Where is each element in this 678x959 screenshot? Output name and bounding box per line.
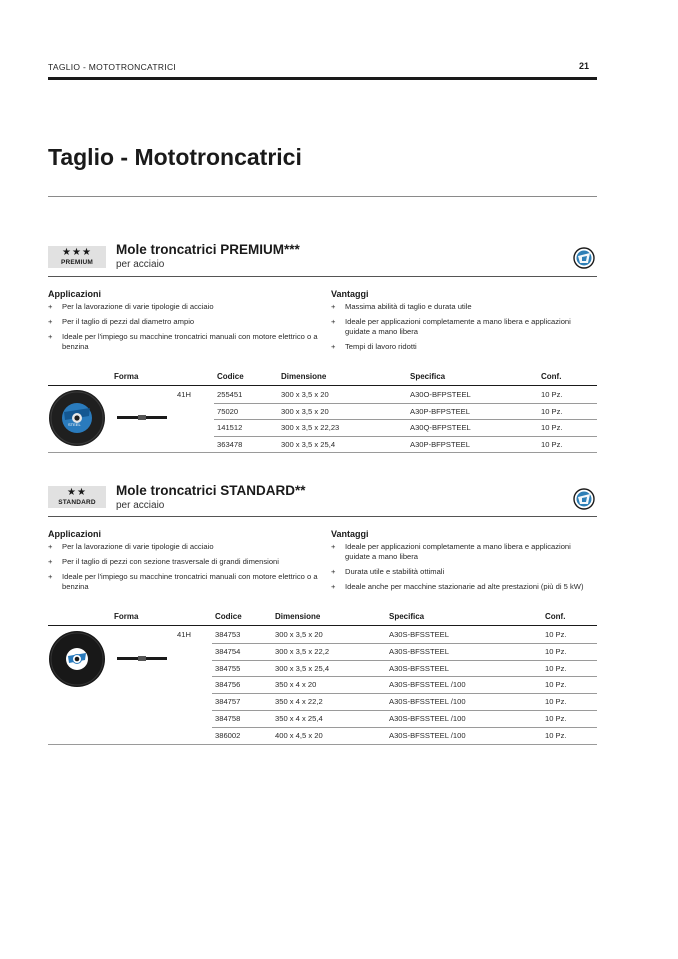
cell-codice: 384758 [215,714,241,723]
cell-conf: 10 Pz. [545,663,567,673]
vantaggi-list [331,542,597,597]
table-row-divider [212,676,597,677]
cell-specifica: A30S-BFSSTEEL /100 [389,730,466,740]
section-title: Mole troncatrici STANDARD** [116,483,306,498]
list-item: + Ideale anche per macchine stazionarie ad alte prestazioni (più di 5 kW) [331,582,584,591]
section-rule [48,516,597,517]
vantaggi-list [331,302,593,357]
cell-specifica: A30P-BFPSTEEL [410,406,470,416]
table-header-rule [48,625,597,626]
cell-dimensione: 300 x 3,5 x 20 [281,390,329,399]
col-dimensione: Dimensione [281,372,327,381]
list-item: + Durata utile e stabilità ottimali [331,567,445,576]
cell-conf: 10 Pz. [541,390,563,399]
cell-specifica: A30S-BFSSTEEL /100 [389,680,466,690]
shape-code: 41H [177,390,191,399]
col-forma: Forma [114,612,139,621]
cutting-disc-image [48,389,106,447]
list-item: + Per la lavorazione di varie tipologie di acciaio [48,542,214,551]
cell-conf: 10 Pz. [545,714,567,723]
cell-specifica: A30S-BFSSTEEL /100 [389,714,466,723]
table-row-divider [212,643,597,644]
section-subtitle: per acciaio [116,500,165,511]
list-item: + Per il taglio di pezzi dal diametro ampio [48,317,195,326]
vantaggi-heading: Vantaggi [331,529,369,539]
list-item: + Ideale per l'impiego su macchine troncatrici manuali con motore elettrico o a benzina [48,572,318,591]
cell-codice: 386002 [215,730,241,740]
table-row-divider [48,744,597,745]
table-row-divider [212,710,597,711]
badge-label: PREMIUM [60,259,94,266]
standard-badge [48,486,106,508]
cell-dimensione: 350 x 4 x 22,2 [275,697,323,707]
cell-codice: 384755 [215,663,241,673]
cell-specifica: A30O-BFPSTEEL [410,390,471,399]
cell-dimensione: 300 x 3,5 x 22,23 [281,423,340,432]
cell-specifica: A30Q-BFPSTEEL [410,423,471,432]
premium-badge [48,246,106,268]
cell-conf: 10 Pz. [541,423,563,432]
section-rule [48,276,597,277]
cell-codice: 384757 [215,697,241,707]
table-header-rule [48,385,597,386]
col-codice: Codice [215,612,242,621]
page-number: 21 [579,61,590,71]
badge-label: STANDARD [58,499,96,506]
cell-specifica: A30S-BFSSTEEL [389,663,449,673]
cell-conf: 10 Pz. [545,646,567,656]
cell-specifica: A30S-BFSSTEEL [389,630,449,639]
running-header: TAGLIO - MOTOTRONCATRICI [48,62,177,72]
applicazioni-list [48,542,323,597]
section-subtitle: per acciaio [116,259,165,270]
svg-text:STEEL: STEEL [68,422,81,427]
col-specifica: Specifica [410,372,446,381]
col-specifica: Specifica [389,612,425,621]
list-item: + Tempi di lavoro ridotti [331,342,417,351]
applicazioni-heading: Applicazioni [48,529,102,539]
vantaggi-heading: Vantaggi [331,289,369,299]
cell-dimensione: 300 x 3,5 x 20 [281,406,329,416]
col-forma: Forma [114,372,139,381]
cell-dimensione: 350 x 4 x 20 [275,680,317,690]
stars-icon: ★★★ [62,247,92,258]
col-conf: Conf. [545,612,566,621]
cell-specifica: A30S-BFSSTEEL [389,646,449,656]
cell-dimensione: 400 x 4,5 x 20 [275,730,323,740]
cell-conf: 10 Pz. [541,406,563,416]
cell-conf: 10 Pz. [545,730,567,740]
cell-codice: 363478 [217,439,243,449]
disc-profile-icon [117,415,167,420]
disc-profile-icon [117,656,167,661]
cell-dimensione: 300 x 3,5 x 25,4 [275,663,330,673]
applicazioni-list [48,302,323,357]
list-item: + Ideale per applicazioni completamente a mano libera e applicazioni guidate a mano libera [331,317,571,336]
cell-conf: 10 Pz. [545,697,567,707]
cell-conf: 10 Pz. [545,680,567,690]
cell-codice: 384753 [215,630,241,639]
cell-codice: 384754 [215,646,241,656]
list-item: + Per la lavorazione di varie tipologie di acciaio [48,302,214,311]
list-item: + Massima abilità di taglio e durata utile [331,302,472,311]
applicazioni-heading: Applicazioni [48,289,102,299]
cell-dimensione: 300 x 3,5 x 22,2 [275,646,330,656]
col-conf: Conf. [541,372,562,381]
cell-dimensione: 350 x 4 x 25,4 [275,714,323,723]
table-row-divider [48,452,597,453]
cell-codice: 384756 [215,680,241,690]
cell-conf: 10 Pz. [545,630,567,639]
page-title: Taglio - Mototroncatrici [48,144,302,170]
cutting-disc-image [48,630,106,688]
cell-conf: 10 Pz. [541,439,563,449]
title-rule [48,196,597,197]
col-dimensione: Dimensione [275,612,321,621]
table-row-divider [212,727,597,728]
table-row-divider [214,436,597,437]
cell-codice: 141512 [217,423,243,432]
cell-codice: 75020 [217,406,239,416]
col-codice: Codice [217,372,244,381]
list-item: + Ideale per applicazioni completamente a mano libera e applicazioni guidate a mano libera [331,542,571,561]
shape-code: 41H [177,630,191,639]
table-row-divider [212,693,597,694]
cell-codice: 255451 [217,390,243,399]
list-item: + Ideale per l'impiego su macchine troncatrici manuali con motore elettrico o a benzina [48,332,318,351]
disc-type-icon [573,488,595,510]
section-title: Mole troncatrici PREMIUM*** [116,242,300,257]
list-item: + Per il taglio di pezzi con sezione trasversale di grandi dimensioni [48,557,279,566]
cell-dimensione: 300 x 3,5 x 25,4 [281,439,336,449]
cell-specifica: A30P-BFPSTEEL [410,439,470,449]
stars-icon: ★★ [67,487,87,498]
disc-type-icon [573,247,595,269]
header-rule [48,77,597,80]
table-row-divider [214,403,597,404]
table-row-divider [212,660,597,661]
cell-dimensione: 300 x 3,5 x 20 [275,630,323,639]
table-row-divider [214,419,597,420]
cell-specifica: A30S-BFSSTEEL /100 [389,697,466,707]
